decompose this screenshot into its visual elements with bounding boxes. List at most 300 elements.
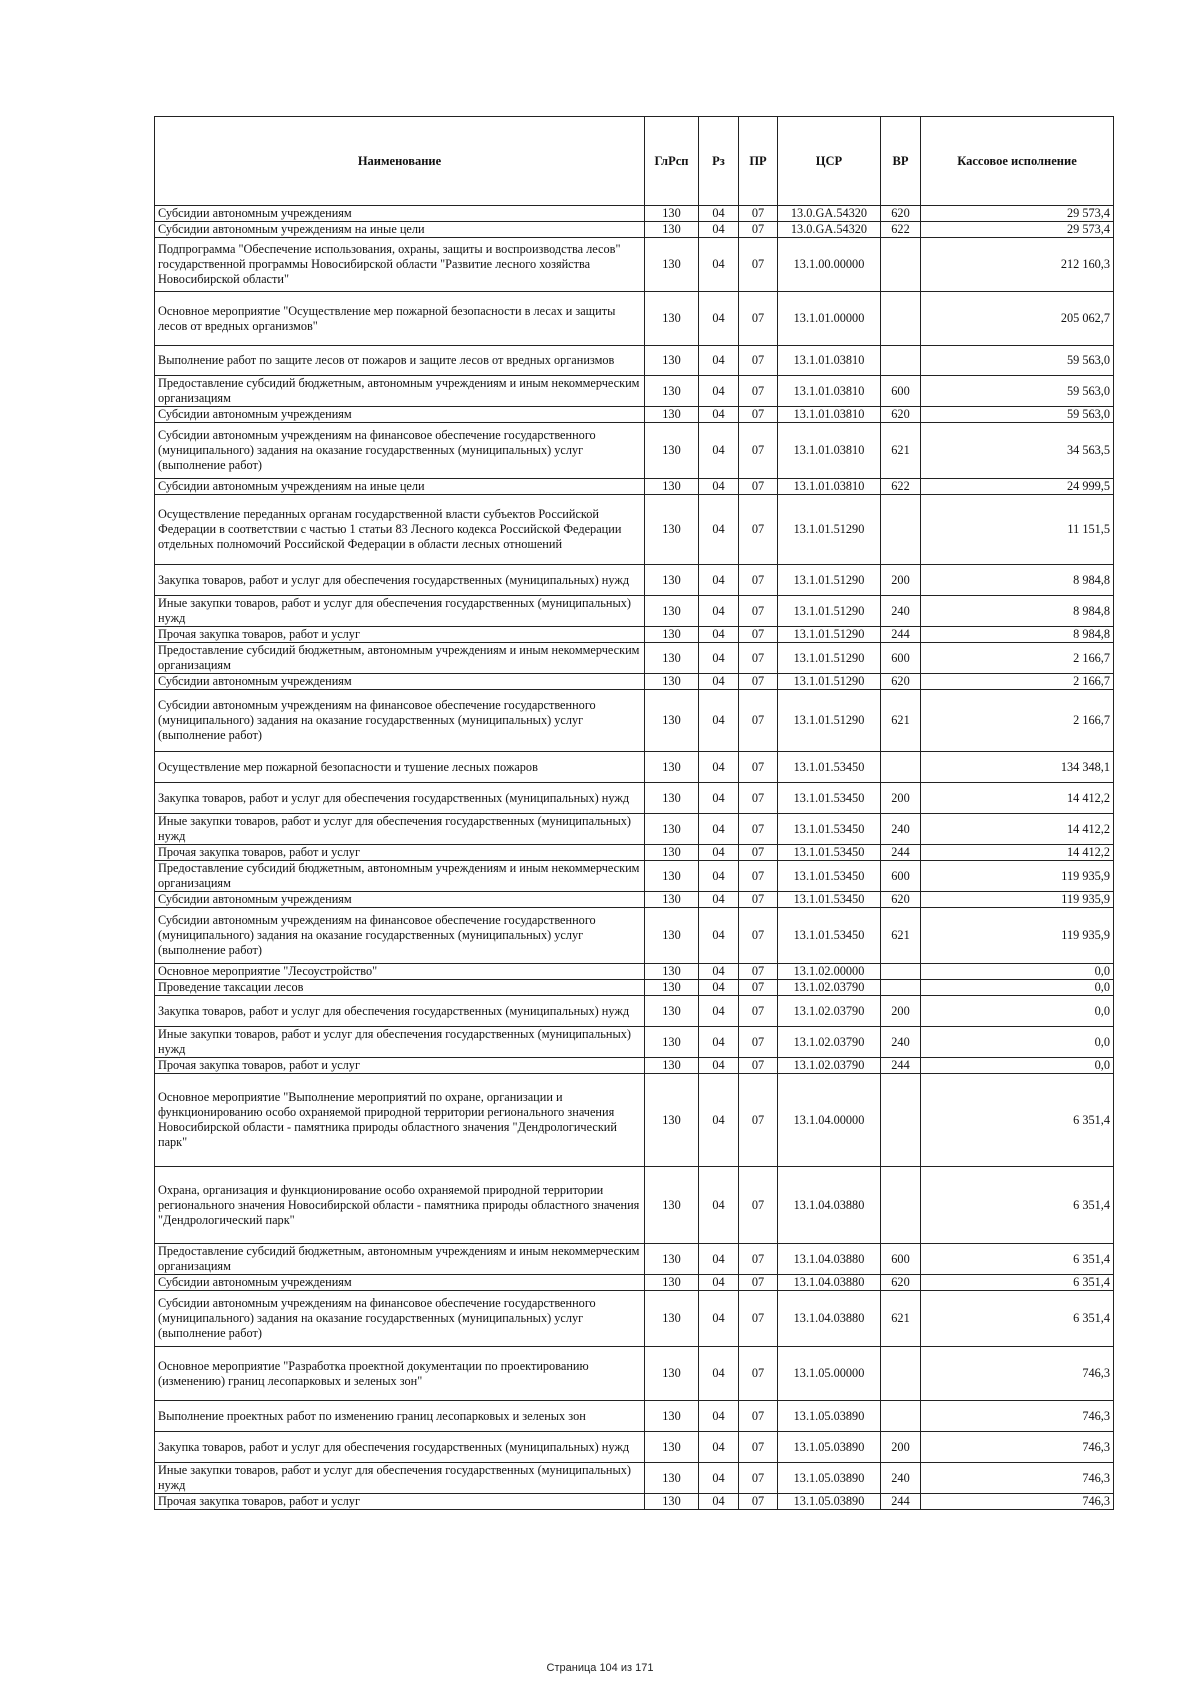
row-pr-cell: 07 (739, 643, 778, 674)
row-vr-cell (881, 346, 921, 376)
row-csr-cell: 13.1.04.03880 (778, 1244, 881, 1275)
row-amount-cell: 134 348,1 (921, 752, 1114, 783)
row-name-cell: Выполнение работ по защите лесов от пожаров и защите лесов от вредных организмов (155, 346, 645, 376)
row-glrsp-cell: 130 (645, 206, 699, 222)
table-row (155, 674, 1114, 690)
table-row (155, 565, 1114, 596)
row-glrsp-cell: 130 (645, 690, 699, 752)
row-glrsp-cell: 130 (645, 1275, 699, 1291)
row-rz-cell: 04 (699, 1244, 739, 1275)
row-csr-cell: 13.1.01.03810 (778, 376, 881, 407)
row-glrsp-cell: 130 (645, 222, 699, 238)
row-glrsp-cell: 130 (645, 908, 699, 964)
row-glrsp-cell: 130 (645, 627, 699, 643)
row-glrsp-cell: 130 (645, 1347, 699, 1401)
row-glrsp-cell: 130 (645, 479, 699, 495)
table-row (155, 892, 1114, 908)
row-name-cell: Предоставление субсидий бюджетным, автономным учреждениям и иным некоммерческим организациям (155, 643, 645, 674)
row-vr-cell (881, 495, 921, 565)
row-glrsp-cell: 130 (645, 376, 699, 407)
row-rz-cell: 04 (699, 845, 739, 861)
row-pr-cell: 07 (739, 1401, 778, 1432)
table-row (155, 752, 1114, 783)
row-amount-cell: 8 984,8 (921, 596, 1114, 627)
table-row (155, 814, 1114, 845)
row-csr-cell: 13.1.04.00000 (778, 1074, 881, 1167)
row-amount-cell: 205 062,7 (921, 292, 1114, 346)
row-rz-cell: 04 (699, 376, 739, 407)
table-row (155, 845, 1114, 861)
row-vr-cell: 622 (881, 479, 921, 495)
row-rz-cell: 04 (699, 783, 739, 814)
row-vr-cell: 240 (881, 596, 921, 627)
row-csr-cell: 13.1.04.03880 (778, 1167, 881, 1244)
row-rz-cell: 04 (699, 643, 739, 674)
row-vr-cell: 600 (881, 1244, 921, 1275)
row-amount-cell: 8 984,8 (921, 565, 1114, 596)
row-pr-cell: 07 (739, 814, 778, 845)
row-pr-cell: 07 (739, 376, 778, 407)
row-name-cell: Субсидии автономным учреждениям (155, 892, 645, 908)
row-csr-cell: 13.1.01.03810 (778, 423, 881, 479)
row-vr-cell: 620 (881, 206, 921, 222)
header-glrsp: ГлРсп (645, 117, 699, 206)
row-pr-cell: 07 (739, 1167, 778, 1244)
row-amount-cell: 746,3 (921, 1401, 1114, 1432)
row-amount-cell: 746,3 (921, 1494, 1114, 1510)
row-name-cell: Предоставление субсидий бюджетным, автономным учреждениям и иным некоммерческим организациям (155, 861, 645, 892)
row-csr-cell: 13.1.01.53450 (778, 845, 881, 861)
row-vr-cell: 244 (881, 1494, 921, 1510)
table-row (155, 996, 1114, 1027)
row-name-cell: Основное мероприятие "Выполнение мероприятий по охране, организации и функционированию особо охраняемой природной территории регионального значения Новосибирской области - памятника природы областного значения "Дендрологический парк" (155, 1074, 645, 1167)
row-amount-cell: 2 166,7 (921, 643, 1114, 674)
header-csr: ЦСР (778, 117, 881, 206)
row-csr-cell: 13.1.01.03810 (778, 479, 881, 495)
row-rz-cell: 04 (699, 346, 739, 376)
row-csr-cell: 13.1.02.00000 (778, 964, 881, 980)
row-amount-cell: 6 351,4 (921, 1291, 1114, 1347)
row-name-cell: Субсидии автономным учреждениям на финансовое обеспечение государственного (муниципального) задания на оказание государственных (муниципальных) услуг (выполнение работ) (155, 1291, 645, 1347)
row-pr-cell: 07 (739, 690, 778, 752)
table-row (155, 908, 1114, 964)
row-pr-cell: 07 (739, 908, 778, 964)
row-csr-cell: 13.1.01.51290 (778, 596, 881, 627)
table-row (155, 1058, 1114, 1074)
header-rz: Рз (699, 117, 739, 206)
row-amount-cell: 0,0 (921, 964, 1114, 980)
row-vr-cell (881, 1347, 921, 1401)
row-rz-cell: 04 (699, 1347, 739, 1401)
row-vr-cell: 240 (881, 1027, 921, 1058)
row-csr-cell: 13.1.01.53450 (778, 908, 881, 964)
row-name-cell: Проведение таксации лесов (155, 980, 645, 996)
row-glrsp-cell: 130 (645, 1291, 699, 1347)
row-glrsp-cell: 130 (645, 1027, 699, 1058)
row-csr-cell: 13.1.01.53450 (778, 814, 881, 845)
table-row (155, 222, 1114, 238)
row-vr-cell: 600 (881, 861, 921, 892)
row-name-cell: Выполнение проектных работ по изменению границ лесопарковых и зеленых зон (155, 1401, 645, 1432)
row-rz-cell: 04 (699, 222, 739, 238)
table-row (155, 495, 1114, 565)
row-glrsp-cell: 130 (645, 892, 699, 908)
row-vr-cell (881, 752, 921, 783)
row-amount-cell: 11 151,5 (921, 495, 1114, 565)
row-vr-cell: 620 (881, 674, 921, 690)
row-amount-cell: 59 563,0 (921, 346, 1114, 376)
row-glrsp-cell: 130 (645, 495, 699, 565)
row-csr-cell: 13.1.01.51290 (778, 565, 881, 596)
row-name-cell: Предоставление субсидий бюджетным, автономным учреждениям и иным некоммерческим организациям (155, 1244, 645, 1275)
row-glrsp-cell: 130 (645, 964, 699, 980)
row-vr-cell: 200 (881, 1432, 921, 1463)
row-rz-cell: 04 (699, 1167, 739, 1244)
row-amount-cell: 119 935,9 (921, 861, 1114, 892)
row-rz-cell: 04 (699, 861, 739, 892)
row-vr-cell (881, 292, 921, 346)
row-rz-cell: 04 (699, 892, 739, 908)
table-row (155, 627, 1114, 643)
row-amount-cell: 0,0 (921, 980, 1114, 996)
row-csr-cell: 13.1.01.03810 (778, 346, 881, 376)
row-vr-cell: 620 (881, 1275, 921, 1291)
row-csr-cell: 13.0.GA.54320 (778, 206, 881, 222)
row-glrsp-cell: 130 (645, 980, 699, 996)
row-vr-cell: 200 (881, 783, 921, 814)
row-csr-cell: 13.1.00.00000 (778, 238, 881, 292)
row-vr-cell: 244 (881, 845, 921, 861)
table-row (155, 238, 1114, 292)
table-row (155, 964, 1114, 980)
row-rz-cell: 04 (699, 479, 739, 495)
row-glrsp-cell: 130 (645, 346, 699, 376)
row-rz-cell: 04 (699, 1432, 739, 1463)
row-vr-cell: 244 (881, 627, 921, 643)
table-row (155, 596, 1114, 627)
row-pr-cell: 07 (739, 1432, 778, 1463)
row-name-cell: Прочая закупка товаров, работ и услуг (155, 1058, 645, 1074)
table-row (155, 1401, 1114, 1432)
row-rz-cell: 04 (699, 690, 739, 752)
row-pr-cell: 07 (739, 292, 778, 346)
row-name-cell: Иные закупки товаров, работ и услуг для обеспечения государственных (муниципальных) нужд (155, 1463, 645, 1494)
row-rz-cell: 04 (699, 996, 739, 1027)
row-rz-cell: 04 (699, 407, 739, 423)
row-csr-cell: 13.1.05.03890 (778, 1494, 881, 1510)
row-name-cell: Закупка товаров, работ и услуг для обеспечения государственных (муниципальных) нужд (155, 565, 645, 596)
row-amount-cell: 0,0 (921, 996, 1114, 1027)
header-name: Наименование (155, 117, 645, 206)
row-glrsp-cell: 130 (645, 596, 699, 627)
row-glrsp-cell: 130 (645, 783, 699, 814)
row-pr-cell: 07 (739, 980, 778, 996)
row-rz-cell: 04 (699, 1401, 739, 1432)
row-vr-cell (881, 1167, 921, 1244)
row-rz-cell: 04 (699, 674, 739, 690)
row-vr-cell: 240 (881, 1463, 921, 1494)
table-row (155, 1027, 1114, 1058)
row-rz-cell: 04 (699, 908, 739, 964)
table-row (155, 1244, 1114, 1275)
row-amount-cell: 6 351,4 (921, 1074, 1114, 1167)
row-glrsp-cell: 130 (645, 423, 699, 479)
row-glrsp-cell: 130 (645, 814, 699, 845)
row-pr-cell: 07 (739, 1347, 778, 1401)
row-amount-cell: 6 351,4 (921, 1167, 1114, 1244)
row-pr-cell: 07 (739, 892, 778, 908)
table-row (155, 346, 1114, 376)
row-glrsp-cell: 130 (645, 845, 699, 861)
row-pr-cell: 07 (739, 1074, 778, 1167)
row-rz-cell: 04 (699, 1291, 739, 1347)
table-row (155, 1291, 1114, 1347)
row-glrsp-cell: 130 (645, 752, 699, 783)
row-csr-cell: 13.1.02.03790 (778, 980, 881, 996)
row-amount-cell: 14 412,2 (921, 845, 1114, 861)
table-row (155, 643, 1114, 674)
row-pr-cell: 07 (739, 238, 778, 292)
table-row (155, 407, 1114, 423)
row-csr-cell: 13.1.01.53450 (778, 752, 881, 783)
row-pr-cell: 07 (739, 346, 778, 376)
row-rz-cell: 04 (699, 964, 739, 980)
row-glrsp-cell: 130 (645, 1058, 699, 1074)
row-glrsp-cell: 130 (645, 238, 699, 292)
row-pr-cell: 07 (739, 964, 778, 980)
row-pr-cell: 07 (739, 423, 778, 479)
row-amount-cell: 746,3 (921, 1347, 1114, 1401)
row-amount-cell: 6 351,4 (921, 1275, 1114, 1291)
row-glrsp-cell: 130 (645, 565, 699, 596)
row-name-cell: Субсидии автономным учреждениям на финансовое обеспечение государственного (муниципального) задания на оказание государственных (муниципальных) услуг (выполнение работ) (155, 908, 645, 964)
row-vr-cell: 621 (881, 1291, 921, 1347)
row-rz-cell: 04 (699, 1494, 739, 1510)
row-pr-cell: 07 (739, 1058, 778, 1074)
row-name-cell: Осуществление мер пожарной безопасности и тушение лесных пожаров (155, 752, 645, 783)
row-name-cell: Прочая закупка товаров, работ и услуг (155, 845, 645, 861)
row-name-cell: Подпрограмма "Обеспечение использования, охраны, защиты и воспроизводства лесов" государственной программы Новосибирской области "Развитие лесного хозяйства Новосибирской области" (155, 238, 645, 292)
row-name-cell: Субсидии автономным учреждениям на иные цели (155, 479, 645, 495)
row-csr-cell: 13.1.01.51290 (778, 627, 881, 643)
row-rz-cell: 04 (699, 292, 739, 346)
row-csr-cell: 13.1.05.03890 (778, 1432, 881, 1463)
row-amount-cell: 0,0 (921, 1058, 1114, 1074)
row-name-cell: Иные закупки товаров, работ и услуг для обеспечения государственных (муниципальных) нужд (155, 814, 645, 845)
row-csr-cell: 13.1.01.51290 (778, 495, 881, 565)
row-name-cell: Предоставление субсидий бюджетным, автономным учреждениям и иным некоммерческим организациям (155, 376, 645, 407)
row-name-cell: Субсидии автономным учреждениям на иные цели (155, 222, 645, 238)
row-name-cell: Субсидии автономным учреждениям (155, 206, 645, 222)
row-name-cell: Основное мероприятие "Лесоустройство" (155, 964, 645, 980)
table-row (155, 1432, 1114, 1463)
row-amount-cell: 24 999,5 (921, 479, 1114, 495)
row-amount-cell: 29 573,4 (921, 222, 1114, 238)
row-vr-cell: 622 (881, 222, 921, 238)
row-rz-cell: 04 (699, 596, 739, 627)
row-vr-cell (881, 1401, 921, 1432)
row-pr-cell: 07 (739, 1463, 778, 1494)
row-csr-cell: 13.1.02.03790 (778, 1027, 881, 1058)
row-rz-cell: 04 (699, 752, 739, 783)
row-rz-cell: 04 (699, 627, 739, 643)
row-amount-cell: 2 166,7 (921, 674, 1114, 690)
table-row (155, 1494, 1114, 1510)
row-csr-cell: 13.1.05.00000 (778, 1347, 881, 1401)
row-amount-cell: 746,3 (921, 1463, 1114, 1494)
row-csr-cell: 13.1.01.00000 (778, 292, 881, 346)
table-row (155, 423, 1114, 479)
row-amount-cell: 59 563,0 (921, 376, 1114, 407)
row-glrsp-cell: 130 (645, 1074, 699, 1167)
row-vr-cell: 200 (881, 565, 921, 596)
row-csr-cell: 13.1.05.03890 (778, 1463, 881, 1494)
row-glrsp-cell: 130 (645, 1432, 699, 1463)
row-pr-cell: 07 (739, 1027, 778, 1058)
table-row (155, 292, 1114, 346)
row-vr-cell: 200 (881, 996, 921, 1027)
row-name-cell: Закупка товаров, работ и услуг для обеспечения государственных (муниципальных) нужд (155, 1432, 645, 1463)
row-name-cell: Иные закупки товаров, работ и услуг для обеспечения государственных (муниципальных) нужд (155, 596, 645, 627)
row-rz-cell: 04 (699, 423, 739, 479)
row-amount-cell: 59 563,0 (921, 407, 1114, 423)
row-vr-cell: 244 (881, 1058, 921, 1074)
row-glrsp-cell: 130 (645, 674, 699, 690)
row-amount-cell: 6 351,4 (921, 1244, 1114, 1275)
row-pr-cell: 07 (739, 222, 778, 238)
row-glrsp-cell: 130 (645, 861, 699, 892)
table-row (155, 1167, 1114, 1244)
table-row (155, 1074, 1114, 1167)
row-name-cell: Субсидии автономным учреждениям на финансовое обеспечение государственного (муниципального) задания на оказание государственных (муниципальных) услуг (выполнение работ) (155, 690, 645, 752)
row-name-cell: Прочая закупка товаров, работ и услуг (155, 627, 645, 643)
row-glrsp-cell: 130 (645, 1494, 699, 1510)
row-amount-cell: 212 160,3 (921, 238, 1114, 292)
row-glrsp-cell: 130 (645, 407, 699, 423)
row-name-cell: Основное мероприятие "Разработка проектной документации по проектированию (изменению) границ лесопарковых и зеленых зон" (155, 1347, 645, 1401)
row-csr-cell: 13.1.04.03880 (778, 1291, 881, 1347)
row-pr-cell: 07 (739, 1291, 778, 1347)
row-rz-cell: 04 (699, 565, 739, 596)
row-pr-cell: 07 (739, 596, 778, 627)
row-name-cell: Осуществление переданных органам государственной власти субъектов Российской Федерации в соответствии с частью 1 статьи 83 Лесного кодекса Российской Федерации отдельных полномочий Российской Федерации в области лесных отношений (155, 495, 645, 565)
row-csr-cell: 13.0.GA.54320 (778, 222, 881, 238)
row-glrsp-cell: 130 (645, 996, 699, 1027)
row-name-cell: Охрана, организация и функционирование особо охраняемой природной территории регионального значения Новосибирской области - памятника природы областного значения "Дендрологический парк" (155, 1167, 645, 1244)
row-name-cell: Прочая закупка товаров, работ и услуг (155, 1494, 645, 1510)
row-glrsp-cell: 130 (645, 643, 699, 674)
row-csr-cell: 13.1.02.03790 (778, 996, 881, 1027)
row-amount-cell: 119 935,9 (921, 892, 1114, 908)
row-pr-cell: 07 (739, 206, 778, 222)
row-pr-cell: 07 (739, 845, 778, 861)
row-name-cell: Субсидии автономным учреждениям (155, 407, 645, 423)
row-vr-cell: 620 (881, 892, 921, 908)
row-name-cell: Иные закупки товаров, работ и услуг для обеспечения государственных (муниципальных) нужд (155, 1027, 645, 1058)
row-glrsp-cell: 130 (645, 292, 699, 346)
row-glrsp-cell: 130 (645, 1401, 699, 1432)
table-row (155, 690, 1114, 752)
row-pr-cell: 07 (739, 752, 778, 783)
row-amount-cell: 29 573,4 (921, 206, 1114, 222)
table-body (155, 206, 1114, 1510)
table-row (155, 376, 1114, 407)
row-rz-cell: 04 (699, 814, 739, 845)
row-csr-cell: 13.1.02.03790 (778, 1058, 881, 1074)
row-name-cell: Субсидии автономным учреждениям (155, 674, 645, 690)
row-rz-cell: 04 (699, 1275, 739, 1291)
row-pr-cell: 07 (739, 783, 778, 814)
table-row (155, 1463, 1114, 1494)
table-row (155, 1275, 1114, 1291)
table-row (155, 980, 1114, 996)
row-amount-cell: 0,0 (921, 1027, 1114, 1058)
row-rz-cell: 04 (699, 238, 739, 292)
row-amount-cell: 14 412,2 (921, 783, 1114, 814)
budget-execution-table (154, 116, 1114, 1510)
row-rz-cell: 04 (699, 1027, 739, 1058)
row-glrsp-cell: 130 (645, 1244, 699, 1275)
row-pr-cell: 07 (739, 1275, 778, 1291)
header-amount: Кассовое исполнение (921, 117, 1114, 206)
row-vr-cell: 621 (881, 423, 921, 479)
row-csr-cell: 13.1.01.53450 (778, 783, 881, 814)
row-name-cell: Субсидии автономным учреждениям на финансовое обеспечение государственного (муниципального) задания на оказание государственных (муниципальных) услуг (выполнение работ) (155, 423, 645, 479)
row-csr-cell: 13.1.01.53450 (778, 861, 881, 892)
row-amount-cell: 14 412,2 (921, 814, 1114, 845)
row-pr-cell: 07 (739, 565, 778, 596)
row-amount-cell: 746,3 (921, 1432, 1114, 1463)
row-vr-cell (881, 1074, 921, 1167)
row-vr-cell (881, 980, 921, 996)
row-vr-cell: 240 (881, 814, 921, 845)
header-pr: ПР (739, 117, 778, 206)
table-header-row (155, 117, 1114, 206)
row-glrsp-cell: 130 (645, 1167, 699, 1244)
row-vr-cell (881, 238, 921, 292)
row-pr-cell: 07 (739, 674, 778, 690)
row-pr-cell: 07 (739, 1494, 778, 1510)
row-pr-cell: 07 (739, 479, 778, 495)
row-csr-cell: 13.1.01.03810 (778, 407, 881, 423)
table-row (155, 783, 1114, 814)
row-rz-cell: 04 (699, 495, 739, 565)
row-name-cell: Закупка товаров, работ и услуг для обеспечения государственных (муниципальных) нужд (155, 783, 645, 814)
row-csr-cell: 13.1.01.51290 (778, 643, 881, 674)
row-rz-cell: 04 (699, 980, 739, 996)
table-row (155, 206, 1114, 222)
row-csr-cell: 13.1.05.03890 (778, 1401, 881, 1432)
row-name-cell: Основное мероприятие "Осуществление мер пожарной безопасности в лесах и защиты лесов от вредных организмов" (155, 292, 645, 346)
row-vr-cell (881, 964, 921, 980)
row-amount-cell: 2 166,7 (921, 690, 1114, 752)
row-rz-cell: 04 (699, 1074, 739, 1167)
row-pr-cell: 07 (739, 996, 778, 1027)
row-rz-cell: 04 (699, 1463, 739, 1494)
row-rz-cell: 04 (699, 1058, 739, 1074)
table-row (155, 479, 1114, 495)
row-pr-cell: 07 (739, 627, 778, 643)
row-csr-cell: 13.1.01.51290 (778, 690, 881, 752)
row-vr-cell: 600 (881, 643, 921, 674)
header-vr: ВР (881, 117, 921, 206)
row-amount-cell: 34 563,5 (921, 423, 1114, 479)
page-number: Страница 104 из 171 (546, 1662, 654, 1674)
row-pr-cell: 07 (739, 861, 778, 892)
row-pr-cell: 07 (739, 1244, 778, 1275)
row-rz-cell: 04 (699, 206, 739, 222)
row-vr-cell: 621 (881, 908, 921, 964)
